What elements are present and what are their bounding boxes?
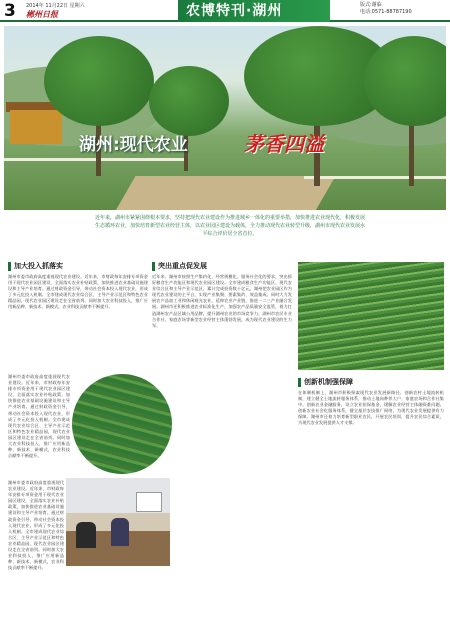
- lead-paragraph: 近年来，湖州市紧紧围绕根本要求，坚持把现代农业建设作为推进城乡一体化的重要举措，加快推进农业现代化，积极发展生态循环农业，加快培育新型农业经营主体，以农业园区建设为载体，全力推动现代农业转型升级，湖州市现代农业发展水平综合评价居全省首位。: [95, 215, 366, 237]
- page-number: 3: [4, 1, 16, 21]
- fence: [4, 158, 184, 161]
- hero-tagline: 茅香四溢: [244, 132, 324, 156]
- column1-text-wrap: 湖州市委市政府高度重视现代农业建设。近年来，市财政每年安排专项资金用于现代农业园区建设，全面落实农业补贴政策，加快推进农业基础设施建设和主导产业培育。通过财政资金引导，带动社会资本投入现代农业，形成了多元化投入机制。全市建成现代农业综合区、主导产业示范区和特色农业精品园，现代农业园区建设走在全省前列。同时加大农业科技投入，推广应用新品种、新技术、新模式，农业科技贡献率不断提升。: [8, 374, 70, 459]
- fence: [304, 176, 446, 179]
- editor-info: 版式:谢临 电话:0571-88787190: [360, 2, 412, 15]
- column3-heading: 创新机制强保障: [298, 378, 353, 387]
- tree-icon: [149, 66, 229, 136]
- seedling-photo: [298, 262, 444, 370]
- hero-photo: [4, 26, 446, 210]
- column2-heading: 突出重点促发展: [152, 262, 207, 271]
- page-header: [0, 0, 450, 22]
- masthead-logo: 郴州日报: [26, 9, 58, 19]
- person-figure: [111, 518, 129, 546]
- house: [10, 110, 62, 144]
- section-banner: 农博特刊·湖州: [178, 0, 330, 22]
- issue-date: 2014年 11月22日 星期六: [26, 3, 85, 9]
- column1-text-bottom: 湖州市委市政府高度重视现代农业建设。近年来，市财政每年安排专项资金用于现代农业园区建设，全面落实农业补贴政策，加快推进农业基础设施建设和主导产业培育。通过财政资金引导，带动社会资本投入现代农业，形成了多元化投入机制。全市建成现代农业综合区、主导产业示范区和特色农业精品园，现代农业园区建设走在全省前列。同时加大农业科技投入，推广应用新品种、新技术、新模式，农业科技贡献率不断提升。: [8, 480, 64, 571]
- person-figure: [76, 522, 96, 548]
- column1-heading: 加大投入抓落实: [8, 262, 63, 271]
- hero-title: 湖州:现代农业: [79, 135, 188, 155]
- column1-text: 湖州市委市政府高度重视现代农业建设。近年来，市财政每年安排专项资金用于现代农业园区建设，全面落实农业补贴政策，加快推进农业基础设施建设和主导产业培育。通过财政资金引导，带动社会资本投入现代农业，形成了多元化投入机制。全市建成现代农业综合区、主导产业示范区和特色农业精品园，现代农业园区建设走在全省前列。同时加大农业科技投入，推广应用新品种、新技术、新模式，农业科技贡献率不断提升。: [8, 274, 148, 310]
- column2-text: 近年来，湖州市按照生产集约化、经营规模化、服务社会化的要求，突出抓好粮食生产功能区和现代农业园区建设。全市建成粮食生产功能区、现代农业综合区和主导产业示范区，累计完成投资数十亿元。湖州把农业园区作为现代农业建设的主平台，实现产业集聚、要素集约、效益集成。同时大力发展农产品加工业和休闲观光农业，延伸农业产业链，推进一二三产业融合发展。湖州市还积极推进农业标准化生产，加强农产品质量安全监管，着力打造湖州农产品区域公用品牌，提升湖州农业的市场竞争力。湖州市农民专业合作社、家庭农场等新型农业经营主体蓬勃发展，成为现代农业建设的生力军。: [152, 274, 292, 328]
- column3-text: 在体制机制上，湖州市积极探索现代农业发展新路径。创新农村土地流转机制，建立健全土地流转服务体系，推动土地向种养大户、家庭农场和合作社集中。创新农业金融服务，设立农业担保基金，缓解农业经营主体融资难问题。创新农业社会化服务体系，健全基层农技推广网络，为现代农业发展提供有力保障。湖州市还着力培育新型职业农民，开展农民培训，提升农民综合素质，为现代农业发展提供人才支撑。: [298, 390, 444, 426]
- tree-icon: [44, 36, 154, 126]
- road: [112, 176, 335, 210]
